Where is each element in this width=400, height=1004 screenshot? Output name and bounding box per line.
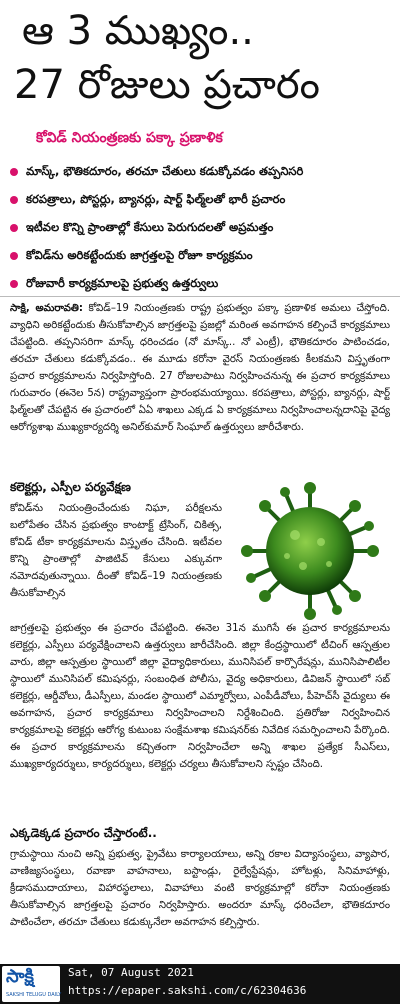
dateline: సాక్షి, అమరావతి: (10, 303, 83, 314)
highlight-text: రోజువారీ కార్యక్రమాలపై ప్రభుత్వ ఉత్తర్వులు (26, 275, 219, 290)
article-paragraph-3: గ్రామస్థాయి నుంచి అన్ని ప్రభుత్వ, ప్రైవేటు కార్యాలయాలు, అన్ని రకాల విద్యాసంస్థలు, వ్యాపార, వాణిజ్యసంస్థలు, రవాణా వాహనాలు, బస్టాండ్లు, రైల్వేస్టేషన్లు, హోటళ్లు, సినిమాహాళ్లు, క్రీడాసముదాయాలు, విహారస్థలాలు, వివాహాలు వంటి కార్యక్రమాల్లో కరోనా నియంత్రణకు తీసుకోవాల్సిన జాగ్రత్తలపై ప్రచారం నిర్వహిస్తారు. అందరూ మాస్క్ ధరించేలా, భౌతికదూరం పాటించేలా, తరచూ చేతులు కడుక్కునేలా అవగాహన కల్పిస్తారు. (10, 849, 390, 928)
highlight-item (10, 242, 395, 270)
bullet-dot-icon (10, 196, 18, 204)
article-paragraph-3-block (10, 846, 390, 960)
article-paragraph-2: కోవిడ్‌ను నియంత్రించేందుకు నిఘా, పరీక్షలను బలోపేతం చేసిన ప్రభుత్వం కాంటాక్ట్ ట్రేసింగ్, చికిత్స, కోవిడ్ టీకా కార్యక్రమాలను విస్తృతం చేసింది. ఇటీవల కొన్ని ప్రాంతాల్లో పాజిటివ్ కేసులు ఎక్కువగా నమోదవుతున్నాయి. దీంతో కోవిడ్–19 నియంత్రణకు తీసుకోవాల్సిన (10, 503, 222, 599)
highlight-text: మాస్క్, భౌతికదూరం, తరచూ చేతులు కడుక్కోవడం తప్పనిసరి (26, 163, 304, 178)
article-paragraph-2-tail: జాగ్రత్తలపై ప్రభుత్వం ఈ ప్రచారం చేపట్టింది. ఈనెల 31న ముగిసే ఈ ప్రచార కార్యక్రమాలను కలెక్టర్లు, ఎస్పీలు పర్యవేక్షించాలని ఉత్తర్వులు జారీచేసింది. జిల్లా కేంద్రస్థాయిలో టీచింగ్ ఆస్పత్రుల వారు, జిల్లా ఆస్పత్రుల స్థాయిలో జిల్లా వైద్యాధికారులు, మునిసిపల్ కార్పొరేషన్లు, మునిసిపాలిటీల స్థాయిలో మునిసిపల్ కమిషనర్లు, సంబంధిత పోలీసు, వైద్య అధికారులు, డివిజన్ స్థాయిలో సబ్ కలెక్టర్లు, ఆర్డీవోలు, డీఎస్పీలు, మండల స్థాయిలో ఎమ్మార్వోలు, ఎంపీడీవోలు, పీహెచ్‌సీ వైద్యులు ఈ అవగాహన, ప్రచార కార్యక్రమాలు నిర్వహించాలని నిర్దేశించింది. ప్రతిరోజు నిర్వహించిన కార్యక్రమాలపై కలెక్టర్లు ఆరోగ్య కుటుంబ సంక్షేమశాఖ కమిషనర్‌కు నివేదిక సమర్పించాలని పేర్కొంది. ఈ ప్రచార కార్యక్రమాలను కచ్చితంగా నిర్వహించేలా అన్ని శాఖల ప్రత్యేక సీఎస్‌లు, ముఖ్యకార్యదర్శులు, కార్యదర్శులు, కలెక్టర్లు చర్యలు తీసుకోవాలని స్పష్టం చేసింది. (10, 623, 390, 770)
section-heading-supervision: కలెక్టర్లు, ఎస్పీల పర్యవేక్షణ (10, 480, 131, 494)
headline-line-1: ఆ 3 ముఖ్యం.. (22, 8, 254, 54)
highlight-item (10, 270, 395, 298)
epaper-url[interactable]: https://epaper.sakshi.com/c/62304636 (68, 984, 307, 997)
highlight-text: కరపత్రాలు, పోస్టర్లు, బ్యానర్లు, షార్ట్ ఫిల్మ్‌లతో భారీ ప్రచారం (26, 191, 286, 206)
bullet-dot-icon (10, 252, 18, 260)
highlights-list (10, 158, 395, 298)
headline-line-2: 27 రోజులు ప్రచారం (14, 62, 320, 108)
logo-tagline: SAKSHI TELUGU DAILY (6, 992, 62, 998)
highlight-text: కోవిడ్‌ను అరికట్టేందుకు జాగ్రత్తలపై రోజూ కార్యక్రమం (26, 247, 253, 262)
subheadline: కోవిడ్ నియంత్రణకు పక్కా ప్రణాళిక (36, 130, 223, 146)
section-heading-where: ఎక్కడెక్కడ ప్రచారం చేస్తారంటే.. (10, 826, 157, 840)
highlight-item (10, 186, 395, 214)
edition-date: Sat, 07 August 2021 (68, 966, 194, 979)
sakshi-logo (2, 966, 60, 1002)
highlight-item (10, 158, 395, 186)
highlight-item (10, 214, 395, 242)
article-paragraph-2-continued (10, 620, 390, 810)
highlight-text: ఇటీవల కొన్ని ప్రాంతాల్లో కేసులు పెరుగుదలతో అప్రమత్తం (26, 219, 274, 234)
headline (0, 0, 400, 116)
article-paragraph-1: కోవిడ్–19 నియంత్రణకు రాష్ట్ర ప్రభుత్వం పక్కా ప్రణాళిక అమలు చేస్తోంది. వ్యాధిని అరికట్టేందుకు తీసుకోవాల్సిన జాగ్రత్తలపై ప్రజల్లో మరింత అవగాహన కల్పించే కార్యక్రమాలు చేపట్టింది. తప్పనిసరిగా మాస్క్ ధరించడం (నో మాస్క్.. నో ఎంట్రీ), భౌతికదూరం పాటించడం, తరచూ చేతులు కడుక్కోవడం.. ఈ మూడు కరోనా వైరస్ నియంత్రణకు కీలకమని విస్తృతంగా ప్రచార కార్యక్రమాలను నిర్వహిస్తోంది. 27 రోజులపాటు నిర్వహించనున్న ఈ ప్రచార కార్యక్రమాలు గురువారం (ఈనెల 5న) రాష్ట్రవ్యాప్తంగా ప్రారంభమయ్యాయి. కరపత్రాలు, పోస్టర్లు, బ్యానర్లు, షార్ట్ ఫిల్మ్‌లతో చేపట్టిన ఈ ప్రచారంలో ఏఏ శాఖలు ఎక్కడ ఏ కార్యక్రమాలు నిర్వహించాలన్నదానిపై వైద్య ఆరోగ్యశాఖ ముఖ్యకార్యదర్శి అనిల్‌కుమార్ సింఘాల్ ఉత్తర్వులు జారీచేశారు. (10, 303, 391, 433)
article-intro (10, 300, 390, 500)
logo-wordmark: సాక్షి (6, 966, 34, 987)
coronavirus-icon (225, 480, 395, 622)
bullet-dot-icon (10, 224, 18, 232)
divider (0, 296, 400, 297)
article-paragraph-2-top (10, 500, 222, 599)
footer-bar (0, 964, 400, 1004)
bullet-dot-icon (10, 280, 18, 288)
bullet-dot-icon (10, 168, 18, 176)
